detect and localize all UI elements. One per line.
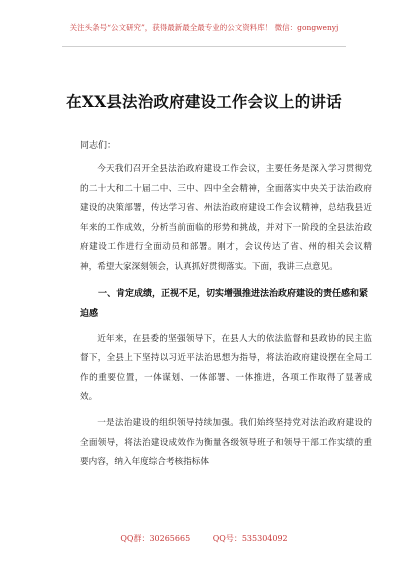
header-divider	[62, 46, 346, 47]
header-banner	[0, 22, 408, 34]
header-banner-text: 关注头条号“公文研究”，获得最新最全最专业的公文资料库！ 微信：gongwenyj	[69, 23, 339, 32]
section-heading: 一、肯定成绩，正视不足，切实增强推进法治政府建设的责任感和紧迫感	[80, 288, 369, 319]
salutation: 同志们：	[80, 141, 117, 151]
body-paragraph: 一是法治建设的组织领导持续加强。我们始终坚持党对法治政府建设的全面领导，将法治建设成效作为衡量各级领导班子和领导干部工作实绩的重要内容，纳入年度综合考核指标体	[80, 417, 372, 468]
body-paragraph: 近年来，在县委的坚强领导下，在县人大的依法监督和县政协的民主监督下，全县上下坚持以习近平法治思想为指导，将法治政府建设摆在全局工作的重要位置，一体谋划、一体部署、一体推进，各项工作取得了显著成效。	[80, 333, 372, 403]
intro-paragraph: 今天我们召开全县法治政府建设工作会议，主要任务是深入学习贯彻党的二十大和二十届二中、三中、四中全会精神，全面落实中央关于法治政府建设的决策部署，传达学习省、州法治政府建设工作会议精神，总结我县近年来的工作成效，分析当前面临的形势和挑战，并对下一阶段的全县法治政府建设工作进行全面动员和部署。刚才，会议传达了省、州的相关会议精神，希望大家深刻领会，认真抓好贯彻落实。下面，我讲三点意见。	[80, 164, 372, 272]
document-title: 在XX县法治政府建设工作会议上的讲话	[66, 92, 342, 111]
footer-qq-number: QQ号：535304092	[212, 534, 288, 543]
document-body	[80, 138, 372, 473]
footer	[0, 533, 408, 545]
footer-qq-group: QQ群：30265665	[120, 534, 191, 543]
